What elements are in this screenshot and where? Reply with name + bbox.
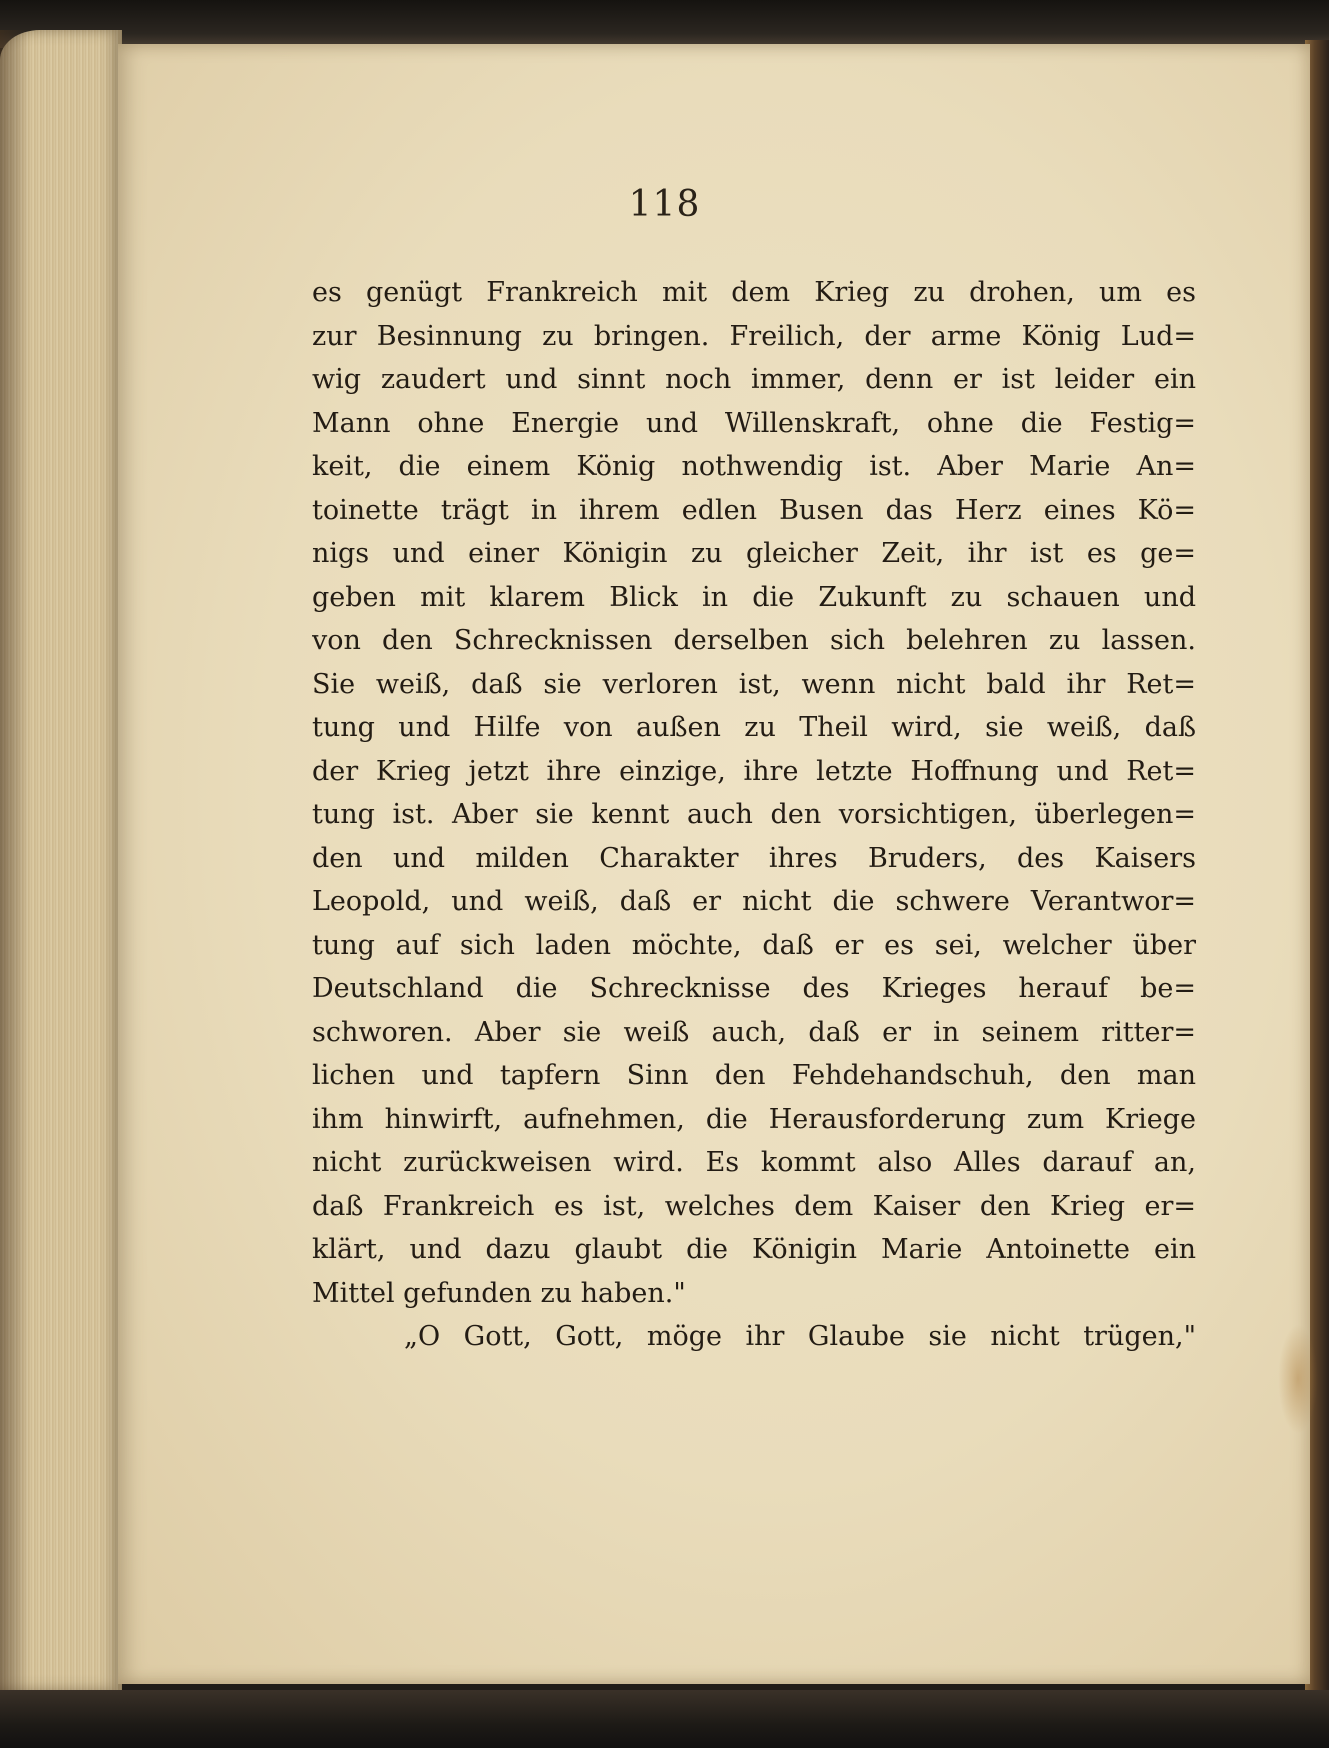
- text-line: daß Frankreich es ist, welches dem Kaiser den Krieg er=: [312, 1190, 1196, 1222]
- text-line: der Krieg jetzt ihre einzige, ihre letzte Hoffnung und Ret=: [312, 755, 1196, 787]
- body-text: [312, 271, 1196, 1359]
- text-line: Leopold, und weiß, daß er nicht die schwere Verantwor=: [312, 886, 1196, 917]
- page-stack-shadow: [0, 30, 30, 1690]
- text-line: klärt, und dazu glaubt die Königin Marie Antoinette ein: [312, 1234, 1196, 1265]
- text-line: tung auf sich laden möchte, daß er es sei, welcher über: [312, 929, 1196, 961]
- text-line: tung ist. Aber sie kennt auch den vorsichtigen, überlegen=: [312, 799, 1196, 830]
- text-line: Sie weiß, daß sie verloren ist, wenn nicht bald ihr Ret=: [312, 668, 1196, 700]
- paper-stain: [1278, 1324, 1318, 1434]
- text-line: tung und Hilfe von außen zu Theil wird, sie weiß, daß: [312, 712, 1196, 743]
- page-number: 118: [628, 184, 701, 225]
- text-line: keit, die einem König nothwendig ist. Aber Marie An=: [312, 451, 1196, 482]
- text-line: zur Besinnung zu bringen. Freilich, der arme König Lud=: [312, 320, 1196, 352]
- text-line: wig zaudert und sinnt noch immer, denn er ist leider ein: [312, 364, 1196, 395]
- text-line: geben mit klarem Blick in die Zukunft zu schauen und: [312, 581, 1196, 613]
- text-line: nigs und einer Königin zu gleicher Zeit, ihr ist es ge=: [312, 538, 1196, 569]
- text-line: den und milden Charakter ihres Bruders, des Kaisers: [312, 842, 1196, 874]
- text-line: Mann ohne Energie und Willenskraft, ohne die Festig=: [312, 407, 1196, 439]
- text-line: schworen. Aber sie weiß auch, daß er in seinem ritter=: [312, 1016, 1196, 1048]
- text-line: von den Schrecknissen derselben sich belehren zu lassen.: [312, 625, 1196, 656]
- text-line: „O Gott, Gott, möge ihr Glaube sie nicht trügen,": [404, 1321, 1196, 1352]
- text-line: Mittel gefunden zu haben.": [312, 1277, 686, 1309]
- book-cover-bottom-edge: [0, 1690, 1329, 1748]
- text-line: nicht zurückweisen wird. Es kommt also Alles darauf an,: [312, 1147, 1196, 1178]
- text-line: toinette trägt in ihrem edlen Busen das Herz eines Kö=: [312, 494, 1196, 526]
- text-line: es genügt Frankreich mit dem Krieg zu drohen, um es: [312, 277, 1196, 308]
- text-line: lichen und tapfern Sinn den Fehdehandschuh, den man: [312, 1060, 1196, 1091]
- text-line: Deutschland die Schrecknisse des Krieges herauf be=: [312, 973, 1196, 1004]
- text-line: ihm hinwirft, aufnehmen, die Herausforderung zum Kriege: [312, 1103, 1196, 1135]
- book-cover-top-edge: [0, 0, 1329, 48]
